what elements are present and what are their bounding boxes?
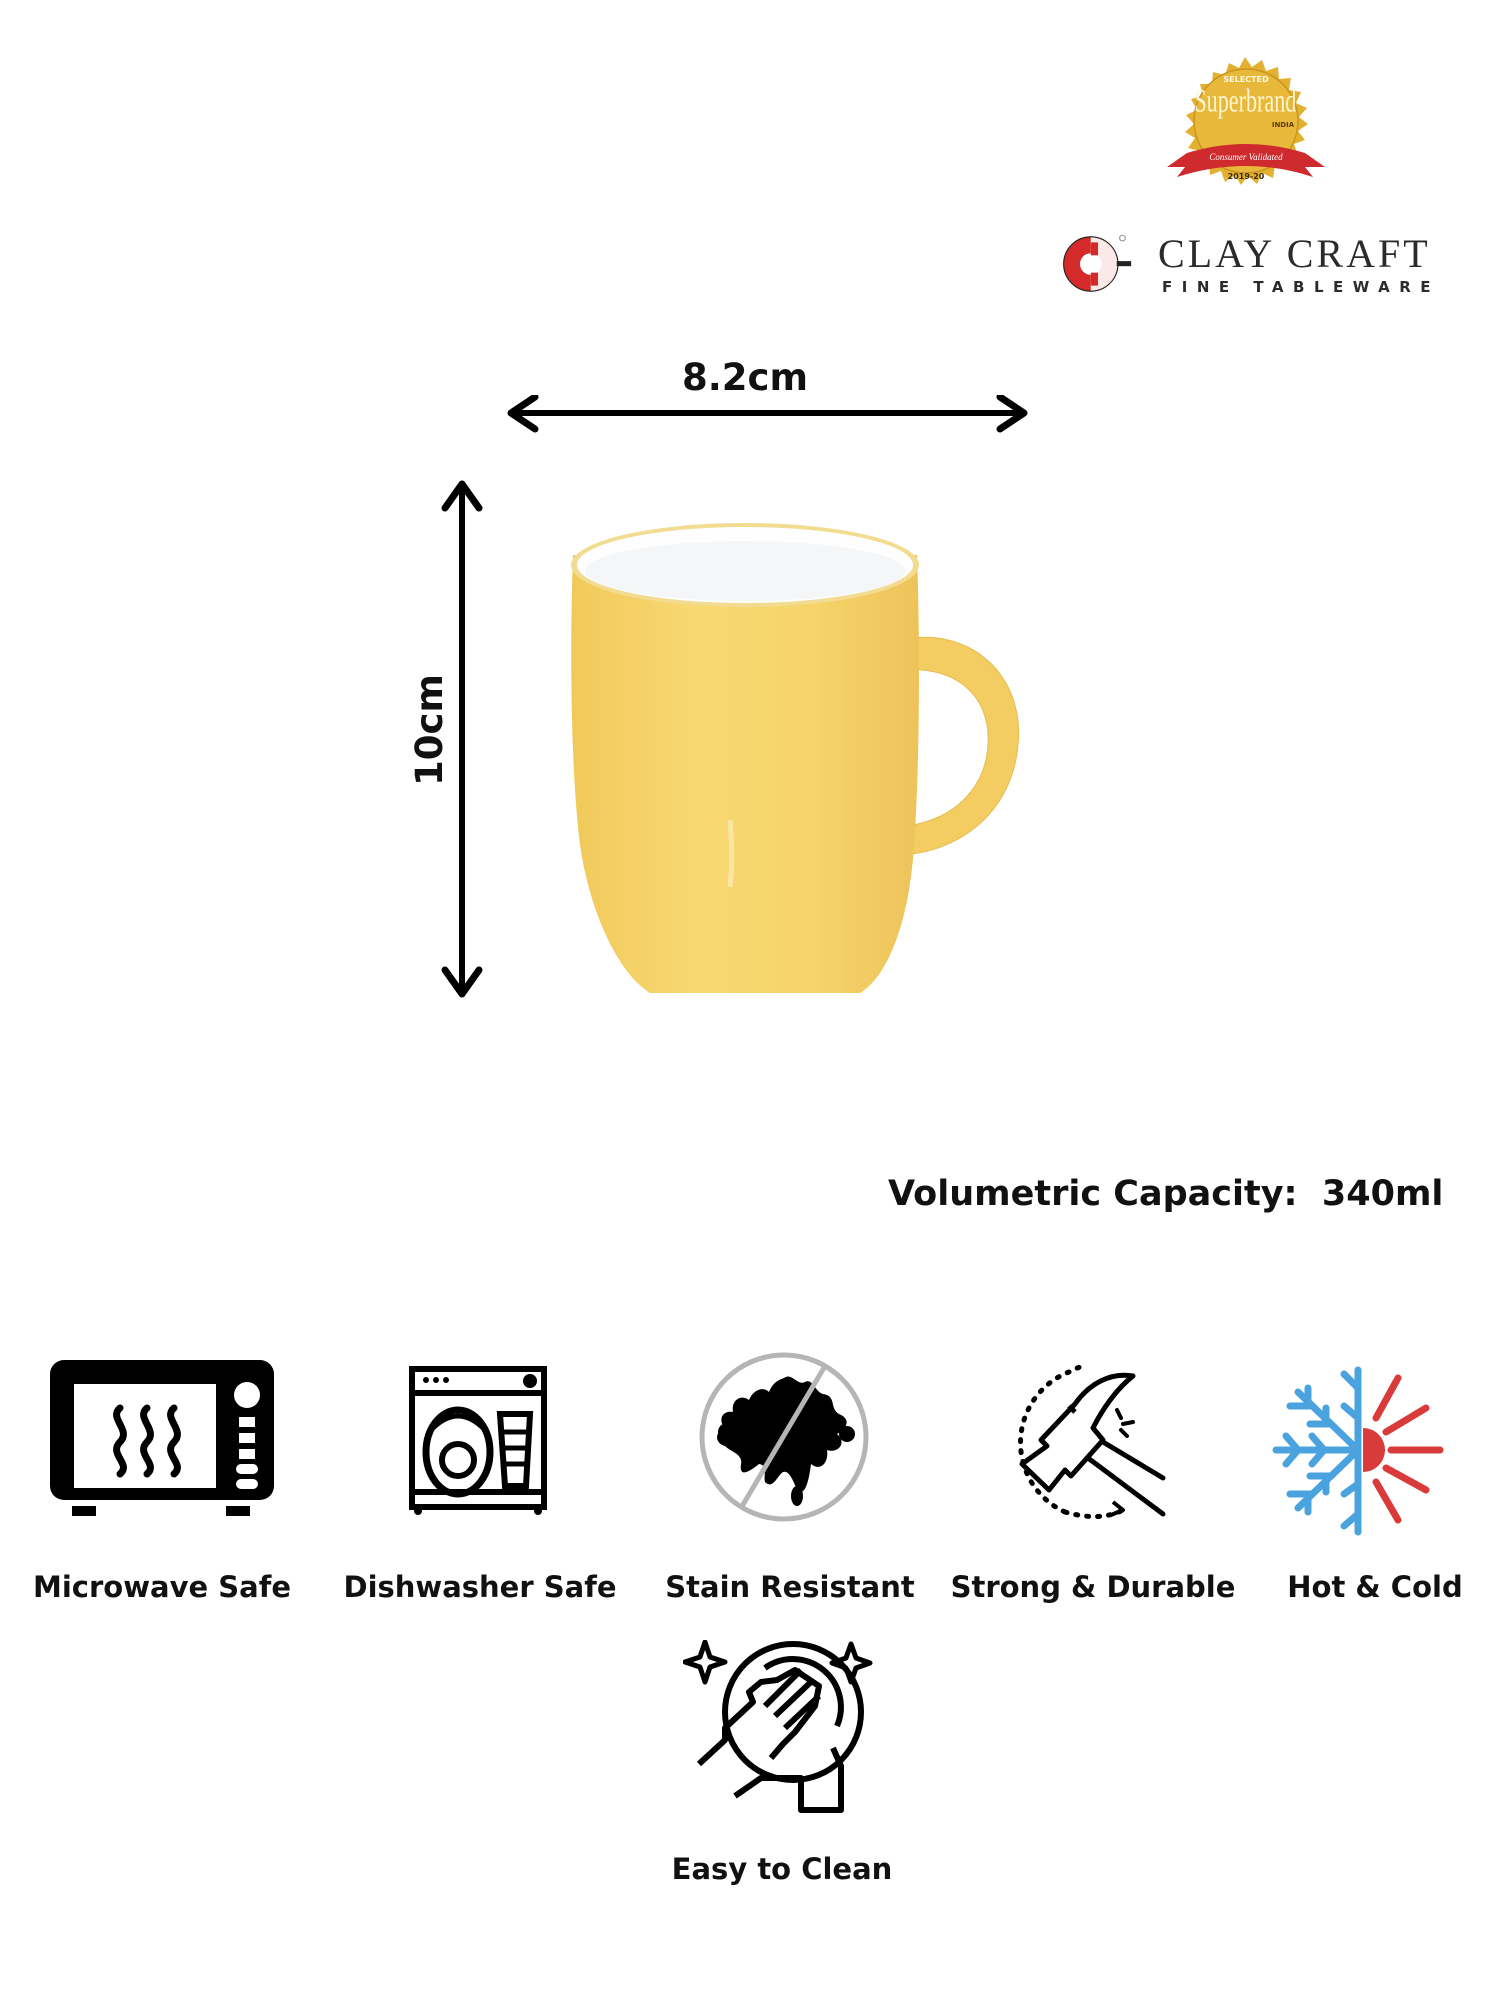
capacity-text xyxy=(888,1174,1443,1214)
feature-label: Stain Resistant xyxy=(665,1570,915,1604)
capacity-value: 340ml xyxy=(1321,1174,1444,1214)
svg-text:Consumer Validated: Consumer Validated xyxy=(1209,152,1283,162)
superbrand-badge xyxy=(1165,55,1325,210)
hot-cold-icon xyxy=(1268,1366,1448,1536)
no-stain-icon xyxy=(697,1350,871,1524)
clay-craft-logo xyxy=(1052,228,1452,300)
hammer-icon xyxy=(1005,1362,1185,1532)
feature-label: Strong & Durable xyxy=(950,1570,1236,1604)
svg-text:INDIA: INDIA xyxy=(1271,121,1295,129)
width-double-arrow-icon xyxy=(505,395,1030,435)
clean-plate-icon xyxy=(683,1640,873,1815)
badge-seal-icon xyxy=(1165,55,1325,210)
logo-brand-name: CLAY CRAFT xyxy=(1158,231,1431,276)
logo-c-mark-icon xyxy=(1052,228,1144,300)
microwave-icon xyxy=(50,1360,274,1518)
svg-text:Superbrand: Superbrand xyxy=(1194,83,1297,120)
feature-label: Dishwasher Safe xyxy=(343,1570,617,1604)
svg-text:2019-20: 2019-20 xyxy=(1227,172,1265,181)
width-dimension-label: 8.2cm xyxy=(681,356,809,399)
feature-label: Microwave Safe xyxy=(33,1570,291,1604)
height-dimension-label: 10cm xyxy=(408,674,451,786)
capacity-label: Volumetric Capacity: xyxy=(888,1174,1298,1214)
logo-tagline: FINE TABLEWARE xyxy=(1162,278,1441,296)
dishwasher-icon xyxy=(408,1366,548,1516)
yellow-mug-image xyxy=(560,515,1030,1005)
feature-label: Easy to Clean xyxy=(671,1852,893,1886)
svg-text:SELECTED: SELECTED xyxy=(1223,75,1269,84)
feature-label: Hot & Cold xyxy=(1287,1570,1463,1604)
